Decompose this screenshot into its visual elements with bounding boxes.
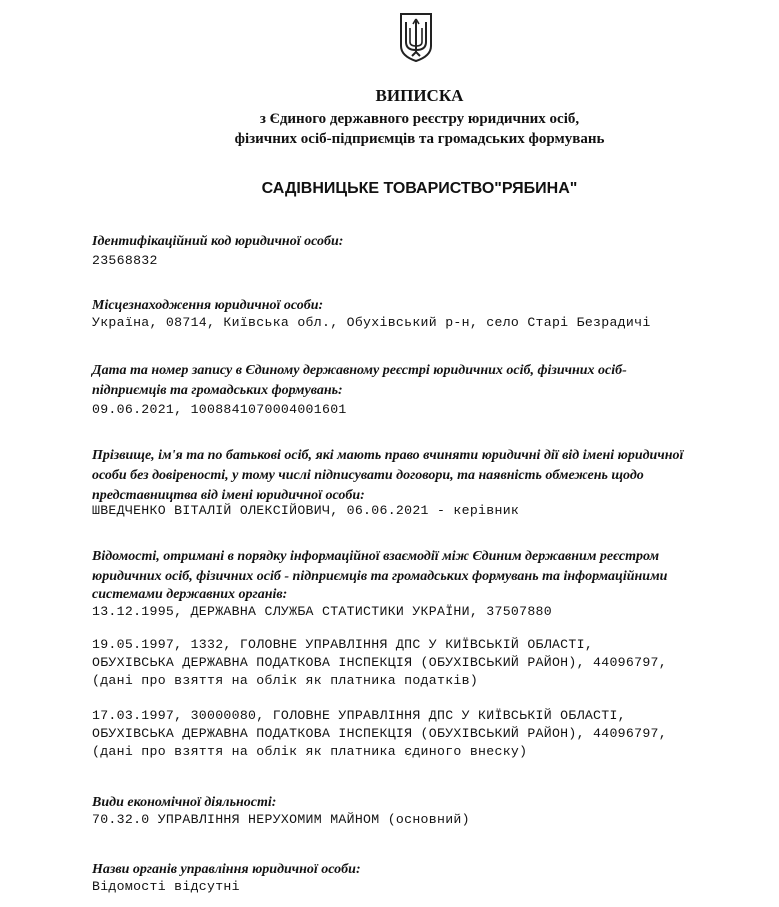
representatives-label-line-1: Прізвище, ім'я та по батькові осіб, які мають право вчиняти юридичні дії від імені юридичної	[92, 448, 684, 463]
location-value: Україна, 08714, Київська обл., Обухівський р-н, село Старі Безрадичі	[92, 315, 651, 330]
registry-entry-1: 13.12.1995, ДЕРЖАВНА СЛУЖБА СТАТИСТИКИ УКРАЇНИ, 37507880	[92, 604, 552, 619]
record-label-line-2: підприємців та громадських формувань:	[92, 383, 343, 398]
organization-name: САДІВНИЦЬКЕ ТОВАРИСТВО"РЯБИНА"	[261, 180, 578, 197]
representatives-label-line-3: представництва від імені юридичної особи:	[92, 488, 365, 503]
registry-entry-3-line-3: (дані про взяття на облік як платника єдиного внеску)	[92, 744, 528, 759]
management-label: Назви органів управління юридичної особи:	[92, 862, 361, 877]
document-title: ВИПИСКА	[375, 86, 464, 105]
activities-label: Види економічної діяльності:	[92, 795, 277, 810]
location-label: Місцезнаходження юридичної особи:	[92, 298, 324, 313]
registry-entry-2-line-1: 19.05.1997, 1332, ГОЛОВНЕ УПРАВЛІННЯ ДПС У КИЇВСЬКІЙ ОБЛАСТІ,	[92, 637, 594, 652]
registry-entry-3-line-2: ОБУХІВСЬКА ДЕРЖАВНА ПОДАТКОВА ІНСПЕКЦІЯ (ОБУХІВСЬКИЙ РАЙОН), 44096797,	[92, 726, 667, 741]
registry-entry-2-line-3: (дані про взяття на облік як платника податків)	[92, 673, 479, 688]
id-code-value: 23568832	[92, 253, 158, 268]
record-label-line-1: Дата та номер запису в Єдиному державному реєстрі юридичних осіб, фізичних осіб-	[92, 363, 627, 378]
activities-value: 70.32.0 УПРАВЛІННЯ НЕРУХОМИМ МАЙНОМ (основний)	[92, 812, 470, 827]
trident-icon	[398, 12, 434, 62]
document-subtitle-line-2: фізичних осіб-підприємців та громадських формувань	[234, 131, 605, 147]
registry-info-label-line-2: юридичних осіб, фізичних осіб - підприємців та громадських формувань та інформаційними	[92, 569, 668, 584]
registry-entry-3-line-1: 17.03.1997, 30000080, ГОЛОВНЕ УПРАВЛІННЯ ДПС У КИЇВСЬКІЙ ОБЛАСТІ,	[92, 708, 626, 723]
registry-entry-2-line-2: ОБУХІВСЬКА ДЕРЖАВНА ПОДАТКОВА ІНСПЕКЦІЯ (ОБУХІВСЬКИЙ РАЙОН), 44096797,	[92, 655, 667, 670]
representatives-value: ШВЕДЧЕНКО ВІТАЛІЙ ОЛЕКСІЙОВИЧ, 06.06.2021 - керівник	[92, 503, 520, 518]
document-subtitle-line-1: з Єдиного державного реєстру юридичних осіб,	[259, 111, 580, 127]
management-value: Відомості відсутні	[92, 879, 240, 894]
representatives-label-line-2: особи без довіреності, у тому числі підписувати договори, та наявність обмежень щодо	[92, 468, 644, 483]
id-code-label: Ідентифікаційний код юридичної особи:	[92, 234, 344, 249]
registry-info-label-line-1: Відомості, отримані в порядку інформаційної взаємодії між Єдиним державним реєстром	[92, 549, 660, 564]
record-value: 09.06.2021, 1008841070004001601	[92, 402, 347, 417]
registry-info-label-line-3: системами державних органів:	[92, 587, 288, 602]
